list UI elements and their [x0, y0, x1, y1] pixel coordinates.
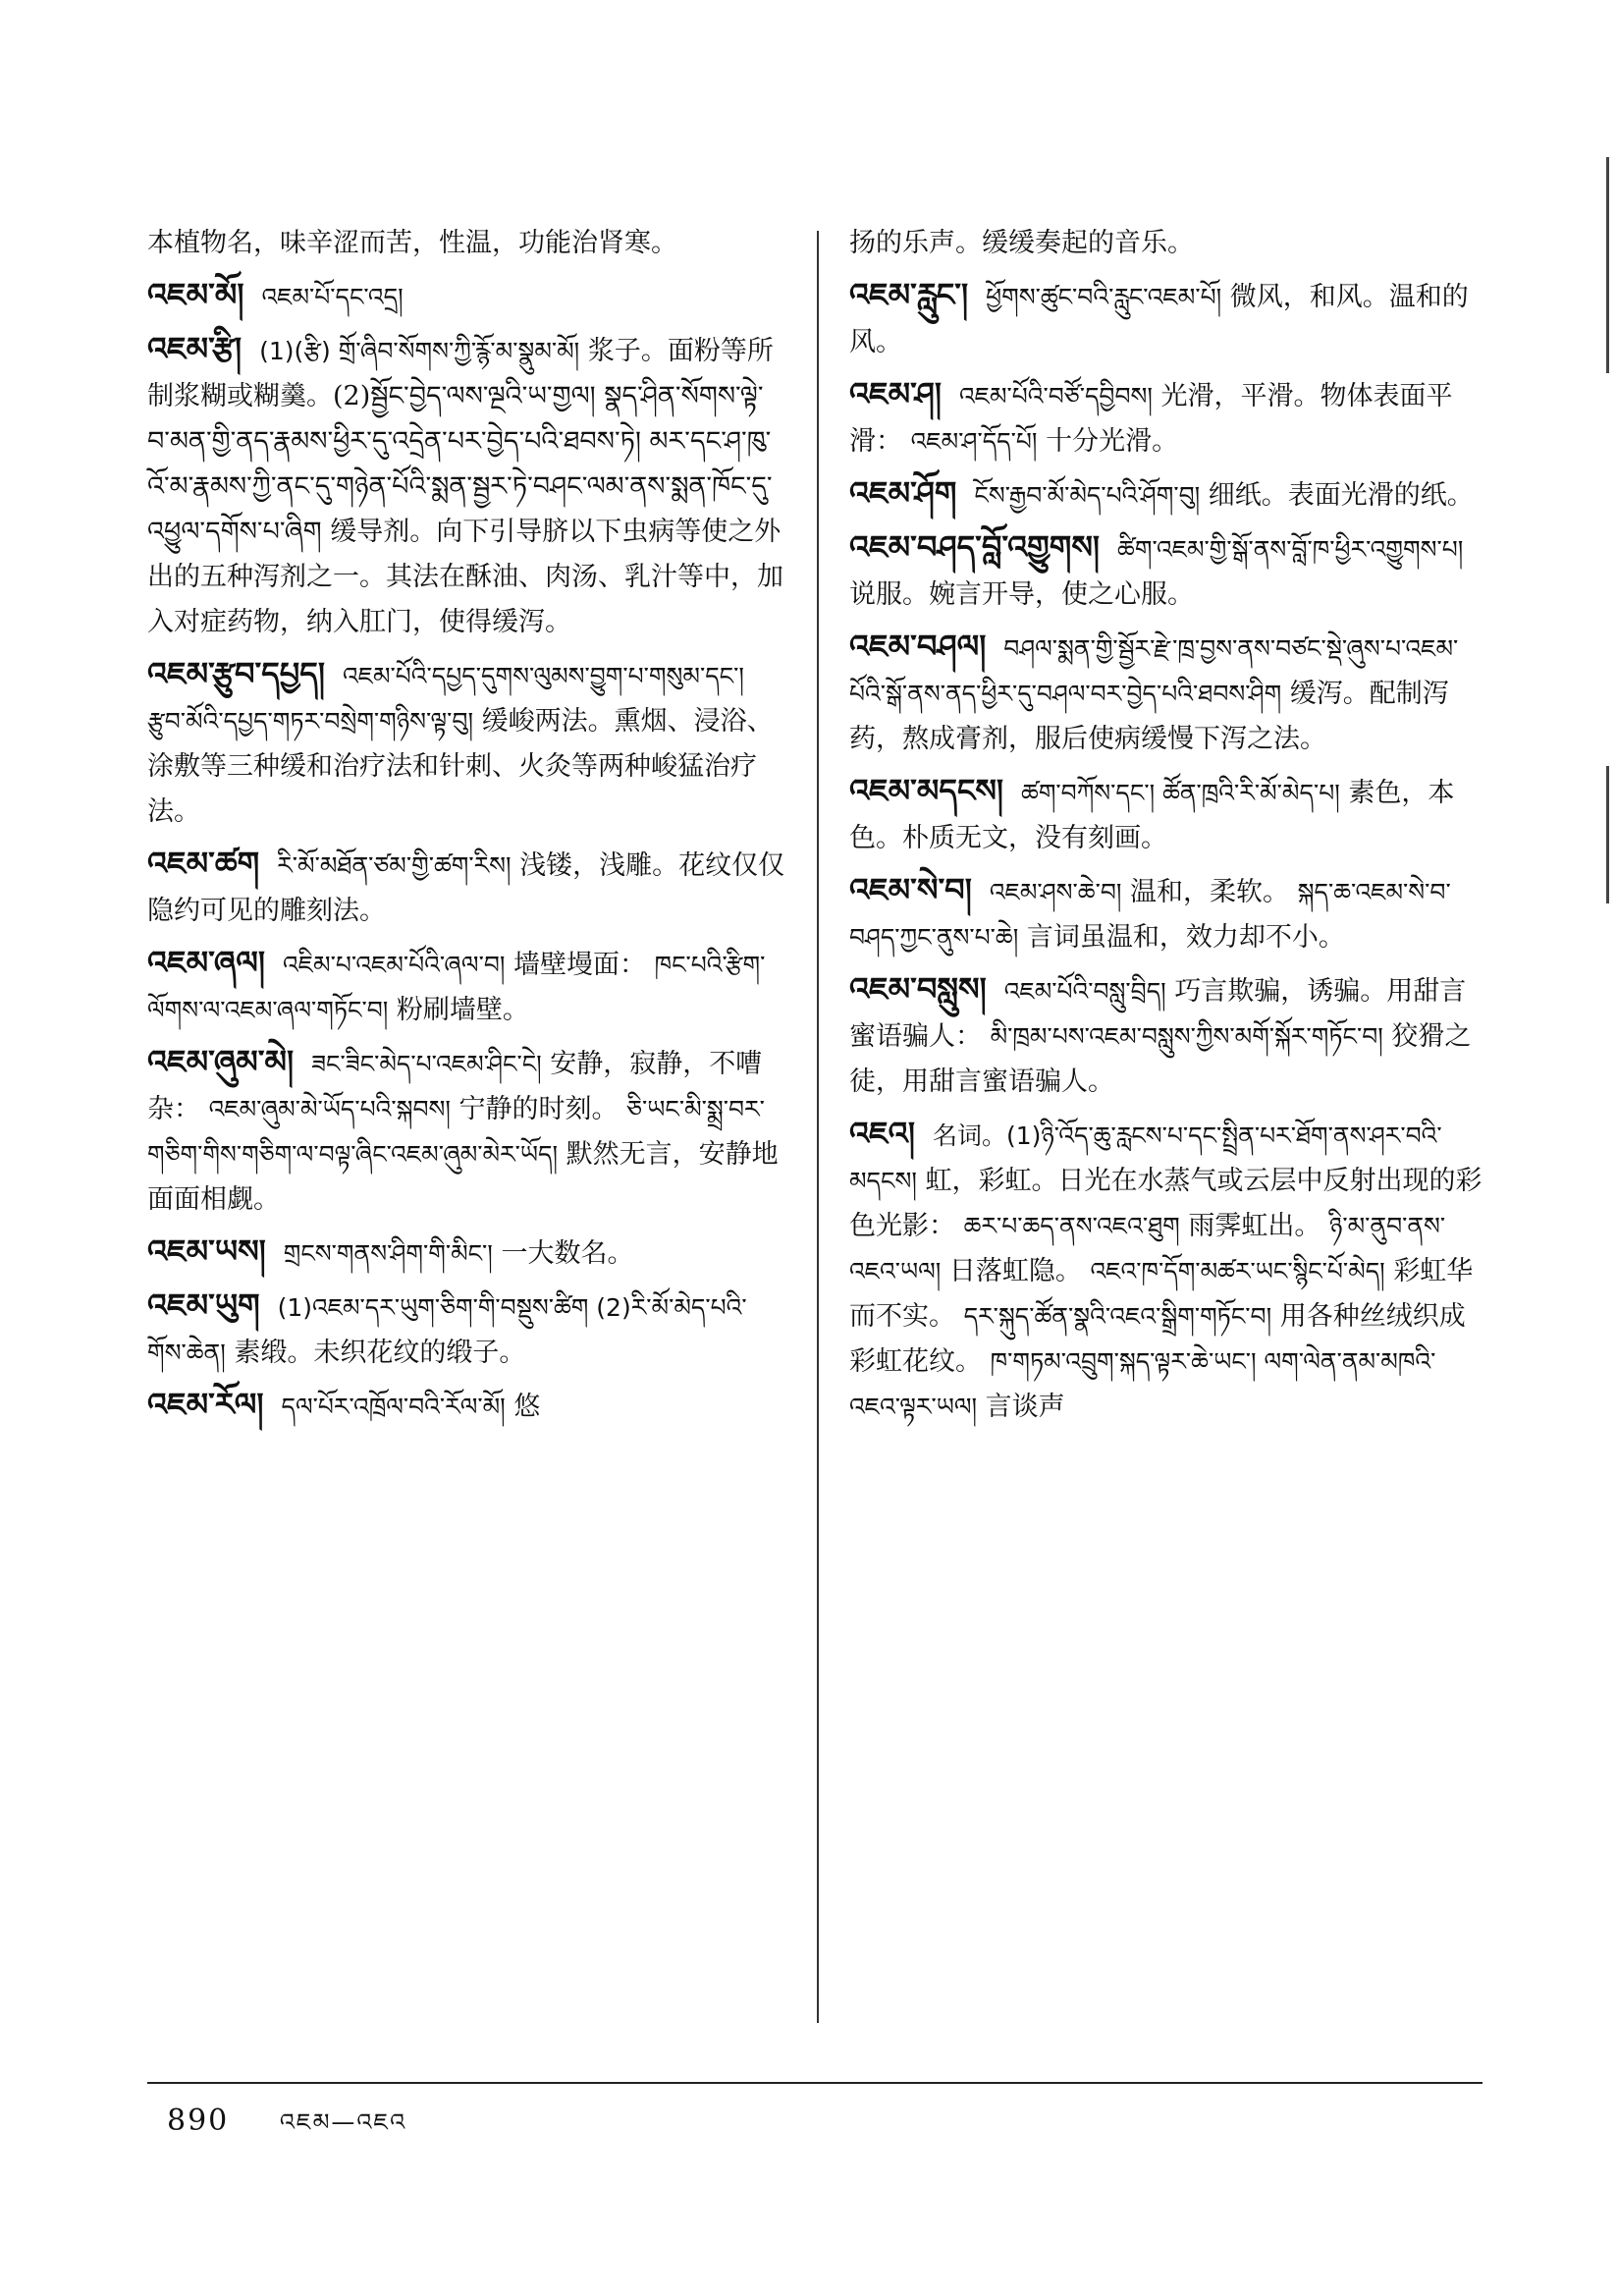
chinese-gloss: 光滑，平滑。物体表面平滑： [849, 381, 1453, 457]
tibetan-text: ཟང་ཟིང་མེད་པ་འཇམ་ཤིང་ངེ། [311, 1050, 542, 1078]
headword: འཇམ་ཤ། [849, 375, 942, 412]
headword: འཇའ། [849, 1115, 915, 1152]
chinese-gloss: 缓峻两法。熏烟、浸浴、涂敷等三种缓和治疗法和针刺、火灸等两种峻猛治疗法。 [147, 706, 774, 827]
tibetan-text: (1)འཇམ་དར་ཡུག་ཅིག་གི་བསྡུས་ཚིག (2)རི་མོ་མེད་པའི་གོས་ཆེན། [147, 1293, 747, 1367]
chinese-gloss: 细纸。表面光滑的纸。 [1208, 480, 1474, 511]
chinese-gloss: 粉刷墙壁。 [396, 995, 529, 1025]
tibetan-text: འཇམ་ཞུམ་མེ་ཡོད་པའི་སྐབས། [208, 1095, 451, 1123]
tibetan-text: ཁ་གཏམ་འབྲུག་སྐད་ལྟར་ཆེ་ཡང་། ལག་ལེན་ནམ་མཁའི་འཇའ་ལྟར་ཡལ། [849, 1347, 1436, 1421]
dictionary-entry [147, 272, 785, 320]
page-footer [167, 2097, 406, 2162]
chinese-gloss: 素缎。未织花纹的缎子。 [234, 1338, 526, 1368]
tibetan-text: (1)(རྩི) གྲོ་ཞིབ་སོགས་ཀྱི་རྙོ་མ་སྣུམ་མོ། [259, 337, 580, 365]
dictionary-entry [849, 867, 1482, 960]
tibetan-text: འཇམ་པོའི་བཙོ་དབྱིབས། [958, 382, 1153, 410]
left-column [147, 221, 785, 1436]
tibetan-text: ཚག་བཀོས་དང་། ཚོན་ཁྲའི་རི་མོ་མེད་པ། [1021, 779, 1340, 807]
tibetan-text: ངོས་རྒྱབ་མོ་མེད་པའི་ཤོག་བུ། [974, 481, 1201, 510]
chinese-gloss: 言谈声 [985, 1392, 1065, 1422]
dictionary-entry [849, 371, 1482, 465]
tibetan-text: ཅི་ཡང་མི་སྨྲ་བར་གཅིག་གིས་གཅིག་ལ་བལྟ་ཞིང་འཇམ་ཞུམ་མེར་ཡོད། [147, 1095, 765, 1169]
headword: འཇམ་ཡས། [147, 1232, 266, 1270]
right-column [849, 221, 1482, 1436]
chinese-gloss: 日落虹隐。 [948, 1256, 1082, 1286]
footer-rule [147, 2082, 1482, 2084]
tibetan-text: འཇམ་པོའི་དཔྱད་དུགས་ལུམས་བྱུག་པ་གསུམ་དང་། རྩུབ་མོའི་དཔྱད་གཏར་བསྲེག་གཉིས་ལྟ་བུ། [147, 662, 744, 736]
chinese-gloss: 默然无言，安静地面面相觑。 [147, 1139, 779, 1215]
headword: འཇམ་མདངས། [849, 772, 1004, 809]
headword: འཇམ་རྩི། [147, 330, 243, 367]
tibetan-text: སྐད་ཆ་འཇམ་སེ་བ་བཤད་ཀྱང་ནུས་པ་ཆེ། [849, 878, 1451, 952]
chinese-gloss: 宁静的时刻。 [458, 1094, 619, 1124]
page-number: 890 [167, 2104, 230, 2138]
dictionary-entry [147, 1382, 785, 1430]
entry-continuation [147, 221, 785, 266]
headword: འཇམ་ཞུམ་མེ། [147, 1043, 295, 1080]
headword: འཇམ་རྩུབ་དཔྱད། [147, 655, 325, 692]
chinese-gloss: 浆子。面粉等所制浆糊或糊羹。(2)སྦྱོང་བྱེད་ལས་ལྔའི་ཡ་གྱལ། སྣད་ཤིན་སོགས་ལྟེ་བ་མན་གྱི་ནད་རྣམས་ཕྱིར་དུ་འདྲེན་པར་བྱེད་པའི་ཐབས་ཏེ། མར་དང་ཤ་ཁུ་འོ་མ་རྣམས་ཀྱི་ནང་དུ་གཉེན་པོའི་སྨན་སྦྱར་ཏེ་བཤང་ལམ་ནས་སྨན་ཁོང་དུ་འཕྱུལ་དགོས་པ་ཞིག [147, 336, 774, 547]
chinese-gloss: 微风，和风。温和的风。 [849, 282, 1469, 357]
column-divider [817, 231, 819, 2023]
tibetan-text: ཕྱོགས་ཚུང་བའི་རླུང་འཇམ་པོ། [986, 283, 1222, 311]
tibetan-text: དར་སྐུད་ཚོན་སྣའི་འཇའ་སྒྲིག་གཏོང་བ། [963, 1302, 1272, 1331]
chinese-gloss: 温和，柔软。 [1130, 877, 1290, 907]
dictionary-entry [849, 524, 1482, 618]
tibetan-text: འཇམ་པོའི་བསླུ་བྲིད། [1003, 977, 1166, 1006]
chinese-gloss: 言词虽温和，效力却不小。 [1026, 922, 1345, 953]
dictionary-entry [147, 1039, 785, 1223]
chinese-gloss: 说服。婉言开导，使之心服。 [849, 579, 1194, 610]
entry-range: འཇམ—འཇའ [279, 2108, 407, 2136]
dictionary-entry [849, 624, 1482, 762]
chinese-gloss: 浅镂，浅雕。花纹仅仅隐约可见的雕刻法。 [147, 850, 785, 926]
chinese-gloss: 扬的乐声。缓缓奏起的音乐。 [849, 228, 1194, 258]
chinese-gloss: 安静，寂静，不嘈杂： [147, 1049, 763, 1124]
dictionary-entry [147, 940, 785, 1033]
headword: འཇམ་སེ་བ། [849, 871, 972, 908]
dictionary-entry [849, 1111, 1482, 1430]
chinese-gloss: 彩虹华而不实。 [849, 1256, 1474, 1332]
headword: འཇམ་ཚག [147, 845, 260, 882]
scan-edge-mark [1606, 766, 1609, 903]
tibetan-text: ཚིག་འཇམ་གྱི་སྒོ་ནས་བློ་ཁ་ཕྱིར་འགྱུགས་པ། [1117, 535, 1464, 564]
tibetan-text: ཁང་པའི་རྩིག་ལོགས་ལ་འཇམ་ཞལ་གཏོང་བ། [147, 951, 766, 1024]
chinese-gloss: 十分光滑。 [1046, 426, 1179, 457]
headword: འཇམ་ཞལ། [147, 944, 266, 981]
chinese-gloss: 缓泻。配制泻药，熬成膏剂，服后使病缓慢下泻之法。 [849, 679, 1449, 754]
dictionary-entry [147, 326, 785, 645]
headword: འཇམ་བཤད་བློ་འགྱུགས། [849, 528, 1101, 566]
tibetan-text: འཇའ་ཁ་དོག་མཚར་ཡང་སྙིང་པོ་མེད། [1090, 1257, 1385, 1285]
headword: འཇམ་བསླུས། [849, 970, 987, 1008]
chinese-gloss: 一大数名。 [501, 1238, 634, 1269]
headword: འཇམ་ཡུག [147, 1286, 260, 1324]
tibetan-text: 名词。(1)ཉི་འོད་ཆུ་རླངས་པ་དང་སྤྲིན་པར་ཐོག་ནས་ཤར་བའི་མདངས། [849, 1121, 1442, 1195]
tibetan-text: མི་ཁྲམ་པས་འཇམ་བསླུས་ཀྱིས་མགོ་སྐོར་གཏོང་བ། [990, 1022, 1383, 1051]
headword: འཇམ་བཤལ། [849, 628, 987, 665]
entry-continuation [849, 221, 1482, 266]
headword: འཇམ་མོ། [147, 276, 244, 313]
tibetan-text: འཇམ་ཤ་དོད་པོ། [910, 427, 1038, 456]
dictionary-entry [147, 1229, 785, 1277]
dictionary-entry [147, 841, 785, 934]
chinese-gloss: 缓导剂。向下引导脐以下虫病等使之外出的五种泻剂之一。其法在酥油、肉汤、乳汁等中，加入对症药物，纳入肛门，使得缓泻。 [147, 517, 783, 637]
headword: འཇམ་རོལ། [147, 1386, 264, 1423]
tibetan-text: བཤལ་སྨན་གྱི་སྦྱོར་རྫེ་ཁྲ་བྱས་ནས་བཙང་སྡེ་ཞུས་པ་འཇམ་པོའི་སྒོ་ནས་ནད་ཕྱིར་དུ་བཤལ་བར་བྱེད་པའི་ཐབས་ཤིག [849, 634, 1459, 708]
tibetan-text: ཉི་མ་ནུབ་ནས་འཇའ་ཡལ། [849, 1212, 1446, 1285]
headword: འཇམ་ཤོག [849, 474, 957, 512]
chinese-gloss: 悠 [513, 1392, 541, 1422]
chinese-gloss: 虹，彩虹。日光在水蒸气或云层中反射出现的彩色光影： [849, 1166, 1482, 1241]
tibetan-text: གྲངས་གནས་ཤིག་གི་མིང་། [283, 1239, 493, 1268]
chinese-gloss: 用各种丝绒织成彩虹花纹。 [849, 1301, 1466, 1377]
dictionary-entry [849, 966, 1482, 1105]
tibetan-text: རི་མོ་མཐོན་ཙམ་གྱི་ཚག་རིས། [277, 851, 512, 880]
tibetan-text: ཆར་པ་ཆད་ནས་འཇའ་ཐུག [963, 1212, 1180, 1240]
dictionary-entry [147, 1283, 785, 1376]
headword: འཇམ་རླུང་། [849, 276, 969, 313]
dictionary-entry [849, 470, 1482, 519]
dictionary-entry [849, 272, 1482, 365]
chinese-gloss: 素色，本色。朴质无文，没有刻画。 [849, 778, 1455, 853]
tibetan-text: འཇམ་པོ་དང་འདྲ། [261, 283, 404, 311]
dictionary-entry [849, 768, 1482, 861]
chinese-gloss: 墙壁墁面： [513, 950, 646, 980]
tibetan-text: དལ་པོར་འཁྲོལ་བའི་རོལ་མོ། [281, 1393, 506, 1421]
scan-edge-mark [1606, 157, 1609, 373]
tibetan-text: འཇམ་ཤས་ཆེ་བ། [989, 878, 1122, 906]
chinese-gloss: 狡猾之徒，用甜言蜜语骗人。 [849, 1021, 1472, 1097]
dictionary-entry [147, 651, 785, 835]
chinese-gloss: 巧言欺骗，诱骗。用甜言蜜语骗人： [849, 976, 1467, 1052]
chinese-gloss: 本植物名，味辛涩而苦，性温，功能治肾寒。 [147, 228, 677, 258]
tibetan-text: འཇིམ་པ་འཇམ་པོའི་ཞལ་བ། [283, 951, 506, 979]
chinese-gloss: 雨霁虹出。 [1188, 1211, 1321, 1241]
